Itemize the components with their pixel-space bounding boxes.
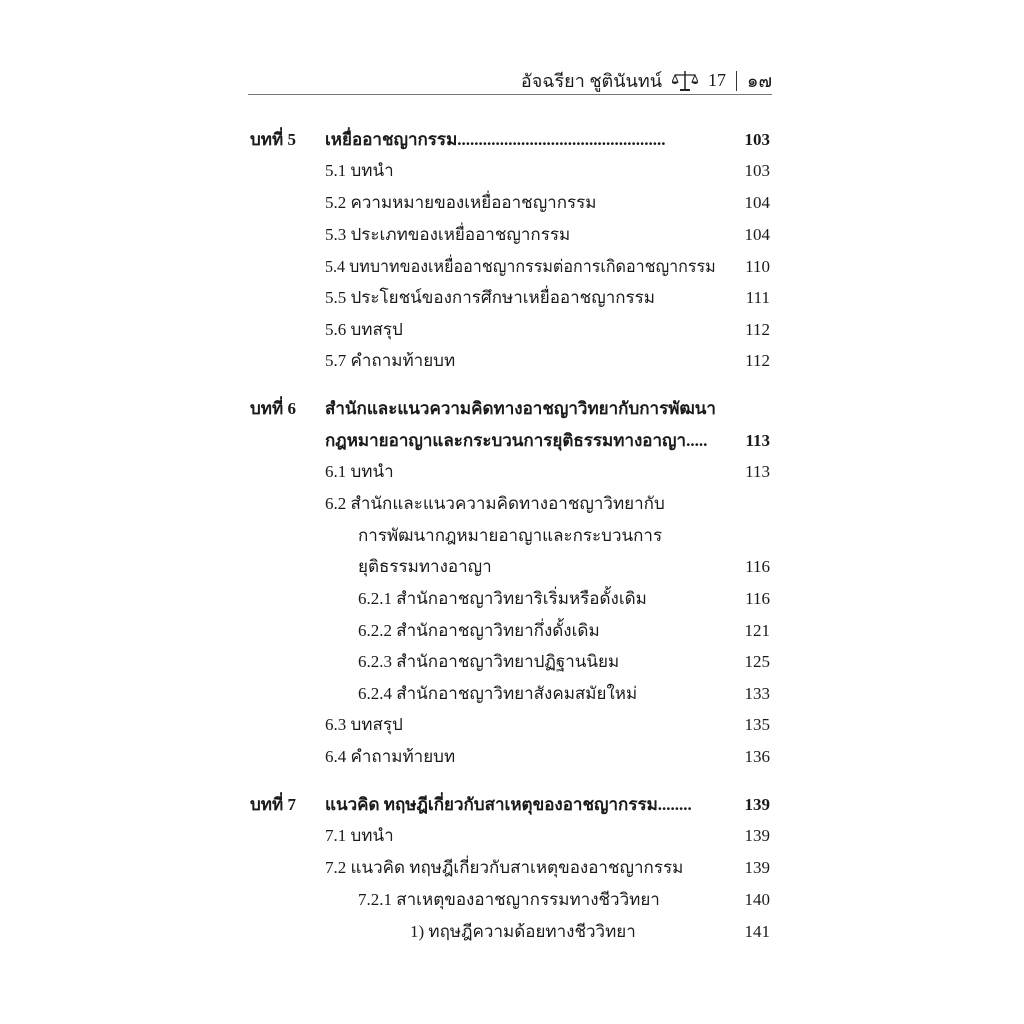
entry-title: 5.5 ประโยชน์ของการศึกษาเหยื่ออาชญากรรม [325,288,656,307]
entry-title: 6.2.2 สำนักอาชญาวิทยากึ่งดั้งเดิม [358,621,600,640]
entry-title: 5.1 บทนำ [325,161,394,180]
entry-page: 139 [744,795,770,814]
toc-entry [0,853,1024,883]
entry-title: เหยื่ออาชญากรรม................................................. [325,130,666,149]
entry-page: 112 [745,320,770,339]
entry-title: แนวคิด ทฤษฎีเกี่ยวกับสาเหตุของอาชญากรรม........ [325,795,692,814]
toc-entry [0,742,1024,772]
toc-entry [0,679,1024,709]
chapter-label: บทที่ 5 [250,130,296,149]
toc-entry [0,188,1024,218]
toc-entry [0,521,1024,551]
entry-page: 104 [744,193,770,212]
entry-page: 110 [745,257,770,276]
entry-title: 6.4 คำถามท้ายบท [325,747,456,766]
toc-entry [0,790,1024,820]
toc-entry [0,552,1024,582]
entry-title: 5.2 ความหมายของเหยื่ออาชญากรรม [325,193,597,212]
toc-entry [0,315,1024,345]
toc-entry [0,821,1024,851]
entry-page: 136 [744,747,770,766]
entry-title: 7.2.1 สาเหตุของอาชญากรรมทางชีววิทยา [358,890,660,909]
toc-entry [0,647,1024,677]
entry-title: กฎหมายอาญาและกระบวนการยุติธรรมทางอาญา..... [325,431,708,450]
entry-title: 6.3 บทสรุป [325,715,403,734]
entry-title: 5.6 บทสรุป [325,320,403,339]
entry-page: 139 [744,858,770,877]
toc-entry [0,426,1024,456]
entry-title: 6.2.1 สำนักอาชญาวิทยาริเริ่มหรือดั้งเดิม [358,589,647,608]
entry-page: 111 [745,288,770,307]
entry-page: 103 [744,130,770,149]
entry-page: 113 [745,431,770,450]
entry-page: 103 [744,161,770,180]
toc-entry [0,252,1024,282]
page-number: 17 [708,70,727,90]
entry-page: 104 [744,225,770,244]
page-number-thai: ๑๗ [747,71,772,91]
entry-page: 121 [744,621,770,640]
entry-title: 5.3 ประเภทของเหยื่ออาชญากรรม [325,225,571,244]
entry-title: 5.7 คำถามท้ายบท [325,351,456,370]
header-rule [248,94,772,95]
entry-page: 141 [744,922,770,941]
entry-title: 7.2 แนวคิด ทฤษฎีเกี่ยวกับสาเหตุของอาชญากรรม [325,858,684,877]
entry-page: 135 [744,715,770,734]
toc-entry [0,457,1024,487]
entry-title: สำนักและแนวความคิดทางอาชญาวิทยากับการพัฒนา [325,399,716,418]
toc-entry [0,220,1024,250]
entry-title: 1) ทฤษฎีความด้อยทางชีววิทยา [410,922,636,941]
entry-title: การพัฒนากฎหมายอาญาและกระบวนการ [358,526,663,545]
toc-entry [0,616,1024,646]
toc-entry [0,885,1024,915]
entry-title: ยุติธรรมทางอาญา [358,557,492,576]
toc-entry [0,584,1024,614]
toc-entry [0,125,1024,155]
entry-page: 140 [744,890,770,909]
toc-entry [0,710,1024,740]
entry-title: 6.1 บทนำ [325,462,394,481]
entry-page: 139 [744,826,770,845]
entry-title: 6.2.4 สำนักอาชญาวิทยาสังคมสมัยใหม่ [358,684,638,703]
toc-entry [0,394,1024,424]
running-header [521,66,772,95]
divider [736,71,737,91]
entry-page: 112 [745,351,770,370]
entry-page: 116 [745,589,770,608]
chapter-label: บทที่ 7 [250,795,296,814]
toc-entry [0,283,1024,313]
scales-of-justice-icon [672,70,698,92]
entry-title: 7.1 บทนำ [325,826,394,845]
toc-entry [0,156,1024,186]
entry-page: 113 [745,462,770,481]
entry-page: 133 [744,684,770,703]
entry-title: 5.4 บทบาทของเหยื่ออาชญากรรมต่อการเกิดอาชญากรรม [325,257,716,276]
entry-title: 6.2 สำนักและแนวความคิดทางอาชญาวิทยากับ [325,494,665,513]
toc-entry [0,917,1024,947]
entry-page: 125 [744,652,770,671]
entry-page: 116 [745,557,770,576]
entry-title: 6.2.3 สำนักอาชญาวิทยาปฏิฐานนิยม [358,652,620,671]
author-name: อัจฉรียา ชูตินันทน์ [520,71,663,91]
toc-entry [0,489,1024,519]
chapter-label: บทที่ 6 [250,399,296,418]
toc-entry [0,346,1024,376]
